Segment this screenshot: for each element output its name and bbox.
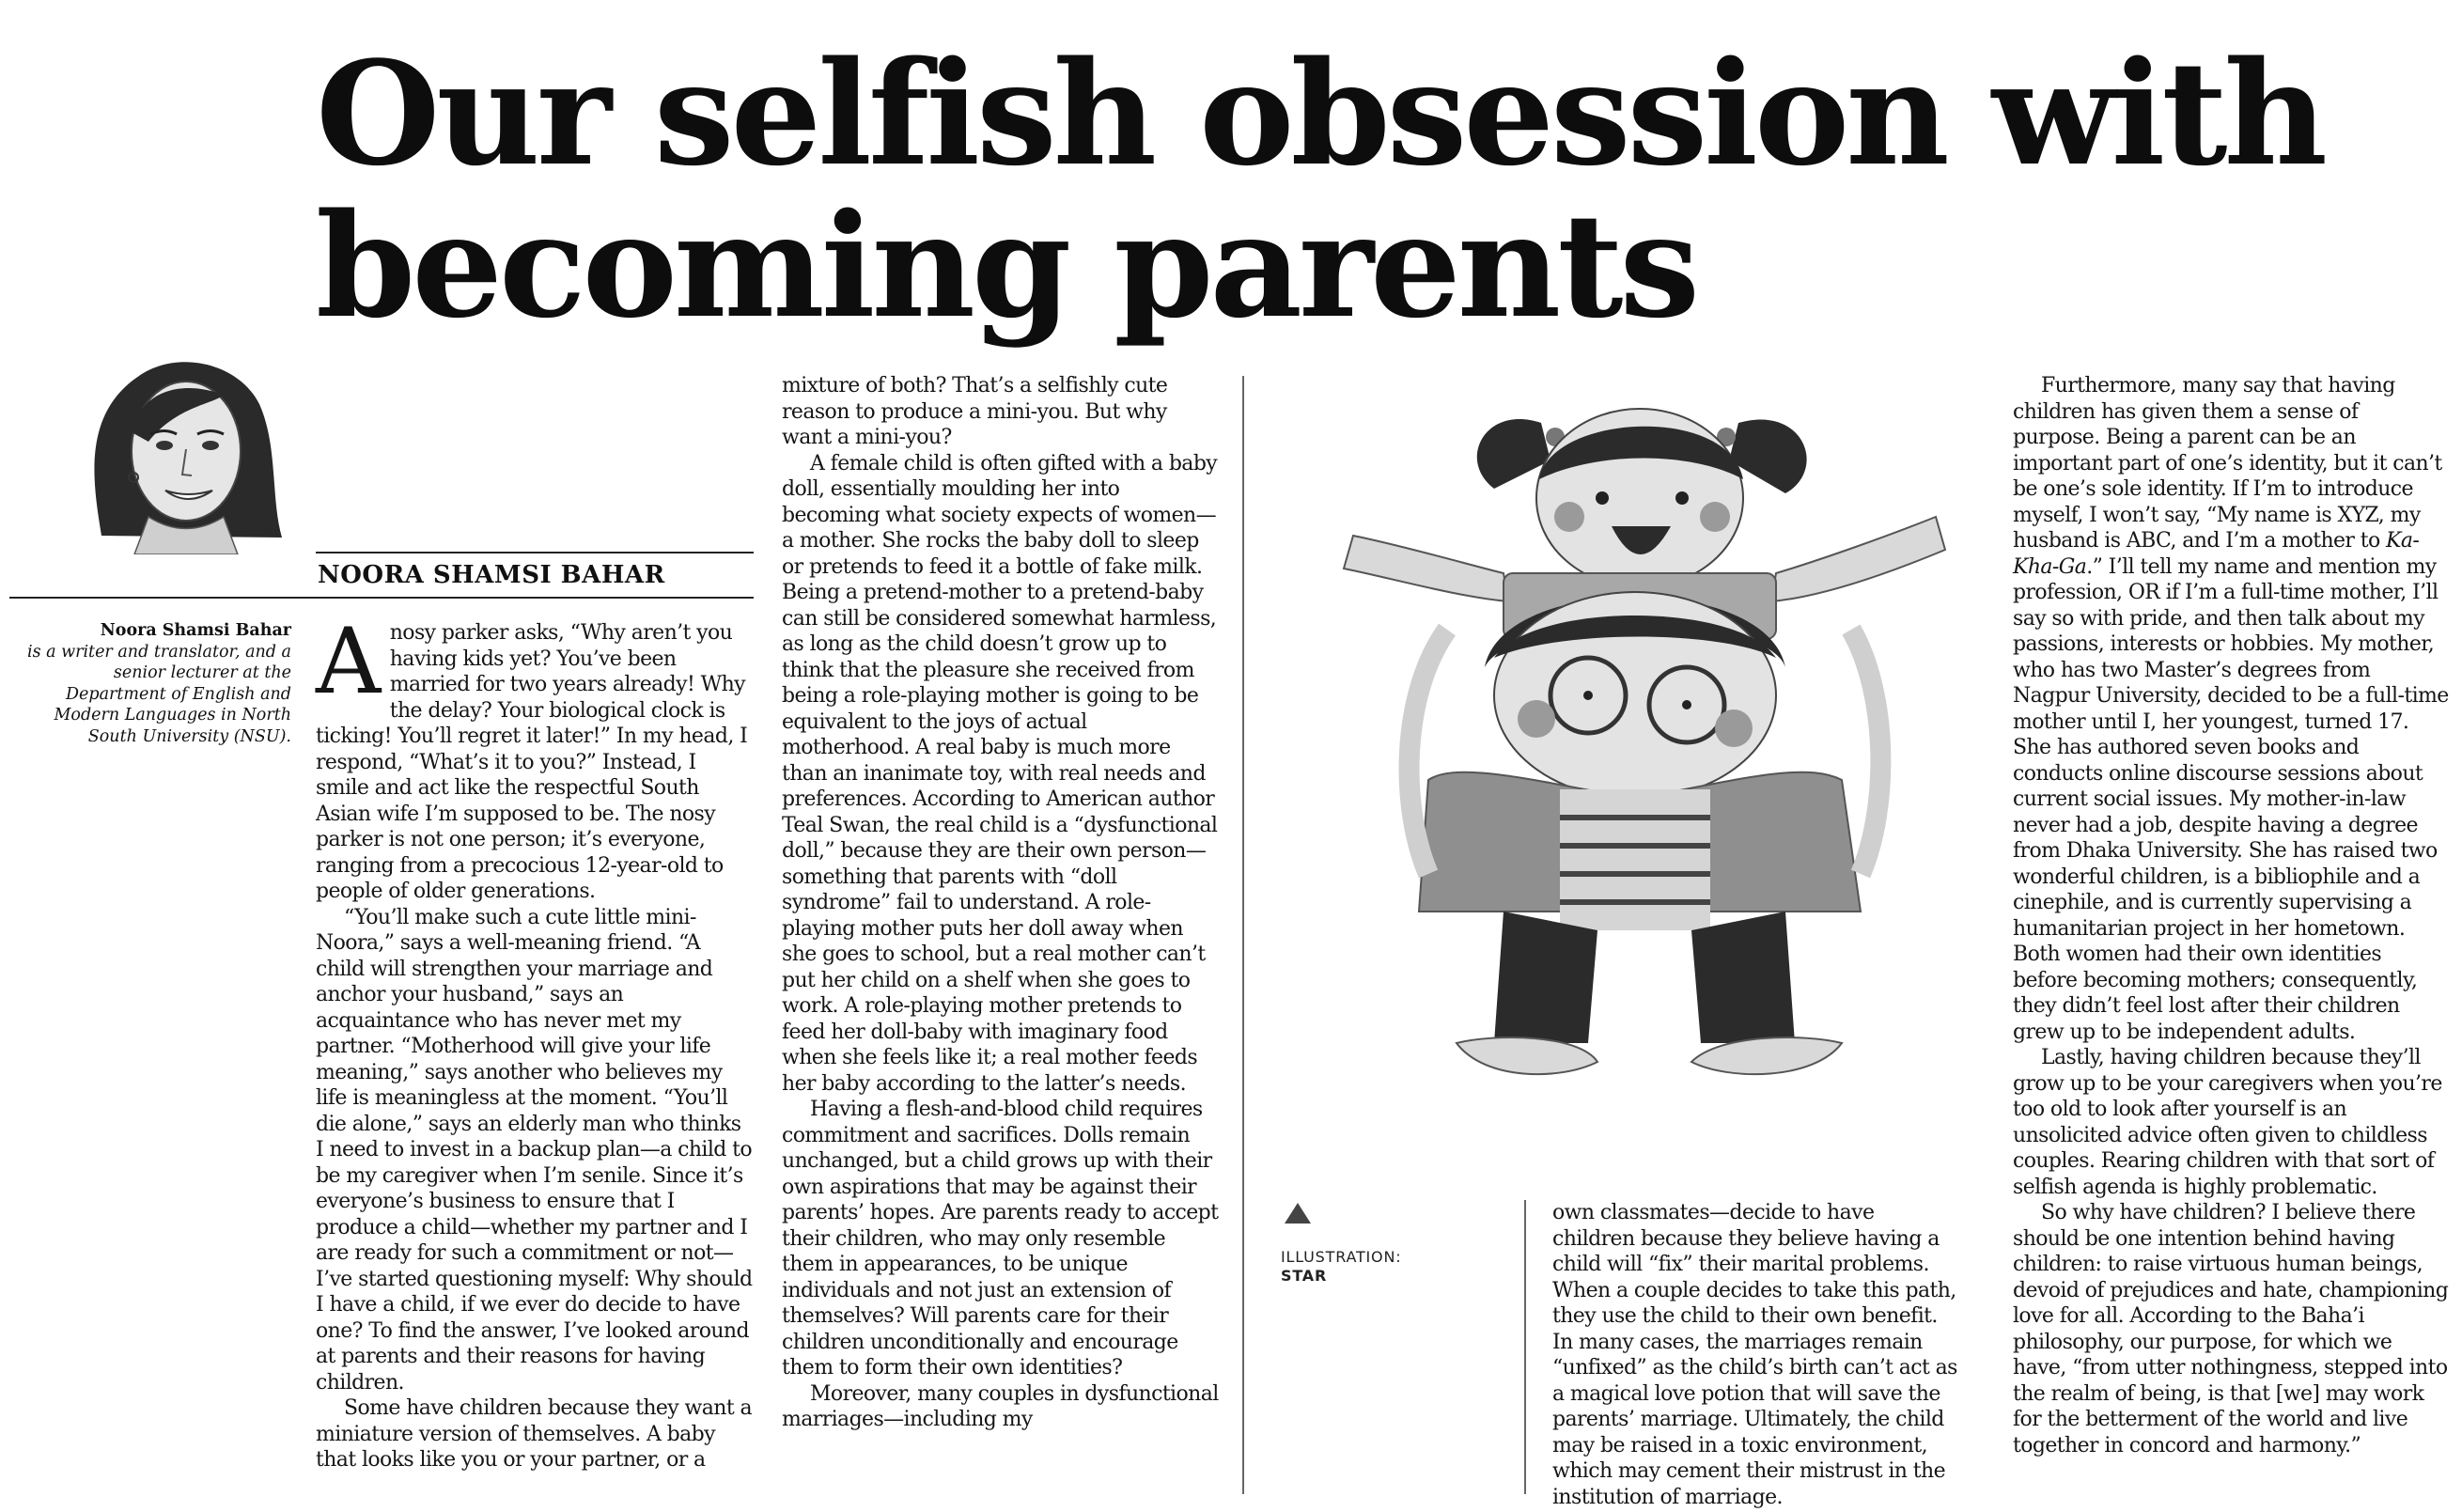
caption-credit: STAR — [1281, 1267, 1328, 1285]
illustration-caption — [1281, 1248, 1401, 1286]
paragraph: “You’ll make such a cute little mini-Noora,” says a well-meaning friend. “A child will strengthen your marriage and anchor your husband,” says an acquaintance who has never met my partner. “Motherhood will give your life meaning,” says another who believes my life is meaningless at the moment. “You’ll die alone,” says an elderly man who thinks I need to invest in a backup plan—a child to be my caregiver when I’m senile. Since it’s everyone’s business to ensure that I produce a child—whether my partner and I are ready for such a commitment or not—I’ve started questioning myself: Why should I have a child, if we ever do decide to have one? To find the answer, I’ve looked around at parents and their reasons for having children. — [316, 905, 753, 1395]
byline-rule-bottom — [9, 597, 754, 599]
column-divider — [1524, 1200, 1526, 1494]
article-column-2 — [782, 373, 1220, 1433]
paragraph: Having a flesh-and-blood child requires commitment and sacrifices. Dolls remain unchanged, but a child grows up with their own aspirations that may be against their parents’ hopes. Are parents ready to accept their children, who may only resemble them in appearances, to be unique individuals and not just an extension of themselves? Will parents care for their children unconditionally and encourage them to form their own identities? — [782, 1098, 1219, 1380]
drop-cap: A — [316, 609, 381, 714]
bio-name: Noora Shamsi Bahar — [100, 621, 291, 640]
paragraph: A female child is often gifted with a baby doll, essentially moulding her into becoming what society expects of women—a mother. She rocks the baby doll to sleep or pretends to feed it a bottle of fake milk. Being a pretend-mother to a pretend-baby can still be considered somewhat harmless, as long as the child doesn’t grow up to think that the pleasure she received from being a role-playing mother is going to be equivalent to the joys of actual motherhood. A real baby is much more than an inanimate toy, with real needs and preferences. According to American author Teal Swan, the real child is a “dysfunctional doll,” because they are their own person—something that parents with “doll syndrome” fail to understand. A role-playing mother puts her doll away when she goes to school, but a real mother can’t put her child on a shelf when she goes to work. A role-playing mother pretends to feed her doll-baby with imaginary food when she feels like it; a real mother feeds her baby according to the latter’s needs. — [782, 451, 1218, 1096]
paragraph: Anosy parker asks, “Why aren’t you having kids yet? You’ve been married for two years already! Why the delay? Your biological clock is ticking! You’ll regret it later!” In my head, I respond, “What’s it to you?” Instead, I smile and act like the respectful South Asian wife I’m supposed to be. The nosy parker is not one person; it’s everyone, ranging from a precocious 12-year-old to people of older generations. — [316, 609, 748, 903]
article-column-4 — [2013, 373, 2451, 1458]
illustration-child-on-shoulders — [1316, 385, 1973, 1165]
author-bio — [19, 620, 291, 747]
column-divider — [1242, 376, 1244, 1494]
caption-arrow-icon — [1285, 1203, 1311, 1224]
author-portrait — [36, 338, 299, 554]
paragraph: Lastly, having children because they’ll grow up to be your caregivers when you’re too old to look after yourself is an unsolicited advice often given to childless couples. Rearing children with that sort of selfish agenda is highly problematic. — [2013, 1046, 2442, 1199]
byline-rule-top — [316, 552, 754, 553]
paragraph: Moreover, many couples in dysfunctional marriages—including my — [782, 1381, 1219, 1431]
caption-label: ILLUSTRATION: — [1281, 1248, 1402, 1266]
headline: Our selfish obsession with becoming parents — [316, 29, 2325, 350]
byline: NOORA SHAMSI BAHAR — [318, 561, 665, 589]
paragraph: own classmates—decide to have children because they believe having a child will “fix” their marital problems. When a couple decides to take this path, they use the child to their own benefit. In many cases, the marriages remain “unfixed” as the child’s birth can’t act as a magical love potion that will save the parents’ marriage. Ultimately, the child may be raised in a toxic environment, which may cement their mistrust in the institution of marriage. — [1552, 1201, 1957, 1509]
paragraph: Furthermore, many say that having children has given them a sense of purpose. Being a parent can be an important part of one’s identity, but it can’t be one’s sole identity. If I’m to introduce myself, I won’t say, “My name is XYZ, my husband is ABC, and I’m a mother to Ka-Kha-Ga.” I’ll tell my name and mention my profession, OR if I’m a full-time mother, I’ll say so with pride, and then talk about my passions, interests or hobbies. My mother, who has two Master’s degrees from Nagpur University, decided to be a full-time mother until I, her youngest, turned 17. She has authored seven books and conducts online discourse sessions about current social issues. My mother-in-law never had a job, despite having a degree from Dhaka University. She has raised two wonderful children, is a bibliophile and a cinephile, and is currently supervising a humanitarian project in her hometown. Both women had their own identities before becoming mothers; consequently, they didn’t feel lost after their children grew up to be independent adults. — [2013, 374, 2449, 1044]
paragraph: mixture of both? That’s a selfishly cute reason to produce a mini-you. But why want a mini-you? — [782, 374, 1168, 449]
emphasis: Ka-Kha-Ga — [2013, 529, 2420, 579]
paragraph: So why have children? I believe there should be one intention behind having children: to raise virtuous human beings, devoid of prejudices and hate, championing love for all. According to the Baha’i philosophy, our purpose, for which we have, “from utter nothingness, stepped into the realm of being, is that [we] may work for the betterment of the world and live together in concord and harmony.” — [2013, 1201, 2449, 1457]
article-column-1 — [316, 609, 754, 1473]
paragraph: Some have children because they want a miniature version of themselves. A baby that looks like you or your partner, or a — [316, 1396, 752, 1472]
article-column-3 — [1552, 1200, 1961, 1510]
bio-text: is a writer and translator, and a senior lecturer at the Department of English and Modern Languages in North South University (NSU). — [26, 642, 291, 746]
